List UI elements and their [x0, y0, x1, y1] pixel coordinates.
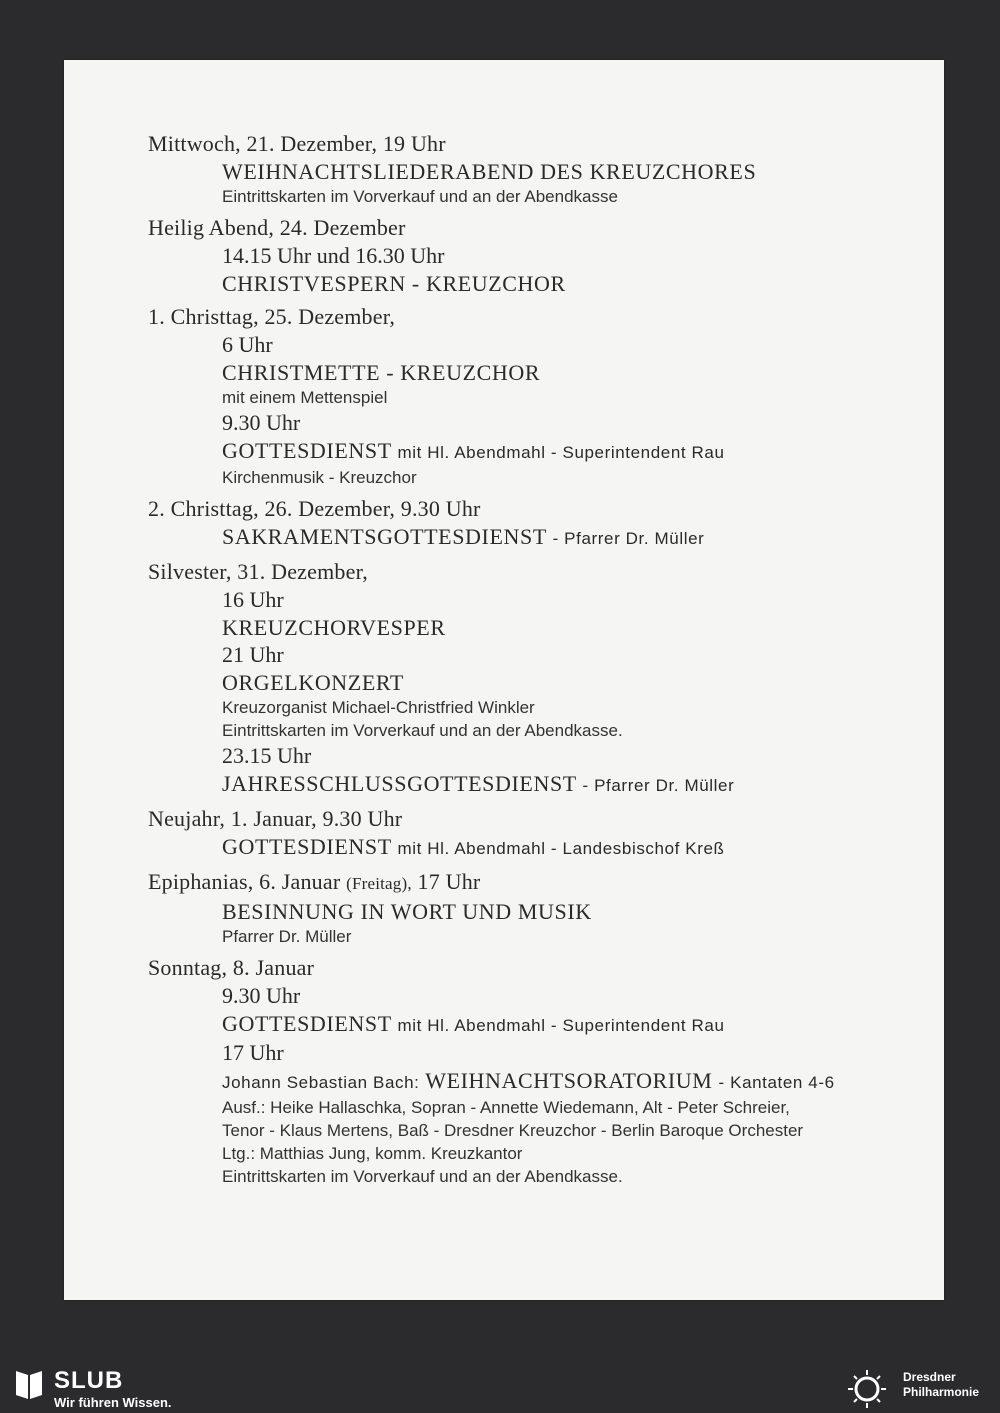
- event-date: Neujahr, 1. Januar, 9.30 Uhr: [148, 806, 403, 831]
- event-title: KREUZCHORVESPER: [222, 615, 446, 640]
- event-date: Mittwoch, 21. Dezember, 19 Uhr: [148, 131, 446, 156]
- event-title: BESINNUNG IN WORT UND MUSIK: [222, 899, 592, 924]
- event-note: Kreuzorganist Michael-Christfried Winkler: [222, 698, 535, 717]
- event-title: CHRISTVESPERN - KREUZCHOR: [222, 271, 566, 296]
- event-title: [222, 770, 928, 799]
- event-date: Heilig Abend, 24. Dezember: [148, 215, 406, 240]
- event-title-suffix: mit Hl. Abendmahl - Superintendent Rau: [397, 1016, 725, 1035]
- event-note: Eintrittskarten im Vorverkauf und an der Abendkasse.: [222, 721, 623, 740]
- event-item: [148, 303, 928, 489]
- event-date: Silvester, 31. Dezember,: [148, 559, 368, 584]
- event-title-main: JAHRESSCHLUSSGOTTESDIENST: [222, 771, 577, 796]
- event-time: 21 Uhr: [222, 642, 284, 667]
- event-date-time: 17 Uhr: [417, 869, 481, 894]
- event-title-main: WEIHNACHTSORATORIUM: [425, 1068, 713, 1093]
- event-title-main: GOTTESDIENST: [222, 438, 392, 463]
- event-time: 9.30 Uhr: [222, 410, 301, 435]
- event-note: Eintrittskarten im Vorverkauf und an der Abendkasse.: [222, 1167, 623, 1186]
- event-time: 9.30 Uhr: [222, 983, 301, 1008]
- event-time: 16 Uhr: [222, 587, 284, 612]
- dp-name-line1: Dresdner: [903, 1370, 956, 1384]
- event-note: Eintrittskarten im Vorverkauf und an der Abendkasse: [222, 187, 618, 206]
- event-conductor: Ltg.: Matthias Jung, komm. Kreuzkantor: [222, 1144, 523, 1163]
- event-title-main: GOTTESDIENST: [222, 1011, 392, 1036]
- event-item: [148, 954, 928, 1188]
- slub-book-icon: [14, 1367, 44, 1401]
- event-title: [222, 437, 928, 466]
- event-title: ORGELKONZERT: [222, 670, 404, 695]
- event-date-main: Epiphanias, 6. Januar: [148, 869, 341, 894]
- event-title: [222, 523, 928, 552]
- event-date: 1. Christtag, 25. Dezember,: [148, 304, 396, 329]
- event-item: [148, 495, 928, 552]
- event-item: [148, 214, 928, 297]
- event-title: [222, 1010, 928, 1039]
- event-title: [222, 833, 928, 862]
- event-list: [148, 130, 928, 1194]
- event-title-suffix: mit Hl. Abendmahl - Landesbischof Kreß: [397, 839, 725, 858]
- event-title-suffix: - Pfarrer Dr. Müller: [552, 529, 705, 548]
- slub-logo-text: SLUB: [54, 1367, 124, 1394]
- footer-bar: [0, 1363, 1000, 1413]
- event-title-main: SAKRAMENTSGOTTESDIENST: [222, 524, 547, 549]
- event-date-weekday: (Freitag),: [346, 874, 412, 893]
- dresdner-philharmonie-name: [903, 1370, 979, 1400]
- dresdner-philharmonie-logo-icon: [840, 1369, 894, 1409]
- event-note: Kirchenmusik - Kreuzchor: [222, 468, 417, 487]
- event-title: CHRISTMETTE - KREUZCHOR: [222, 360, 541, 385]
- event-note: mit einem Mettenspiel: [222, 388, 388, 407]
- event-time: 17 Uhr: [222, 1040, 284, 1065]
- dp-name-line2: Philharmonie: [903, 1385, 980, 1399]
- event-title: [222, 1067, 928, 1096]
- event-title-main: GOTTESDIENST: [222, 834, 392, 859]
- event-time: 6 Uhr: [222, 332, 273, 357]
- event-item: [148, 130, 928, 208]
- event-date: Sonntag, 8. Januar: [148, 955, 315, 980]
- event-title-suffix: - Pfarrer Dr. Müller: [582, 776, 735, 795]
- event-date: 2. Christtag, 26. Dezember, 9.30 Uhr: [148, 496, 481, 521]
- event-title-suffix: - Kantaten 4-6: [718, 1073, 835, 1092]
- event-note: Pfarrer Dr. Müller: [222, 927, 352, 946]
- event-item: [148, 805, 928, 862]
- event-time: 23.15 Uhr: [222, 743, 312, 768]
- event-date: [148, 868, 928, 898]
- event-title-suffix: mit Hl. Abendmahl - Superintendent Rau: [397, 443, 725, 462]
- event-time: 14.15 Uhr und 16.30 Uhr: [222, 243, 445, 268]
- event-performers: Ausf.: Heike Hallaschka, Sopran - Annette Wiedemann, Alt - Peter Schreier,: [222, 1098, 790, 1117]
- event-item: [148, 558, 928, 799]
- event-title: WEIHNACHTSLIEDERABEND DES KREUZCHORES: [222, 159, 757, 184]
- event-performers: Tenor - Klaus Mertens, Baß - Dresdner Kreuzchor - Berlin Baroque Orchester: [222, 1121, 804, 1140]
- event-item: [148, 868, 928, 948]
- program-sheet: [64, 60, 944, 1300]
- event-title-prefix: Johann Sebastian Bach:: [222, 1073, 420, 1092]
- slub-tagline: Wir führen Wissen.: [54, 1395, 172, 1410]
